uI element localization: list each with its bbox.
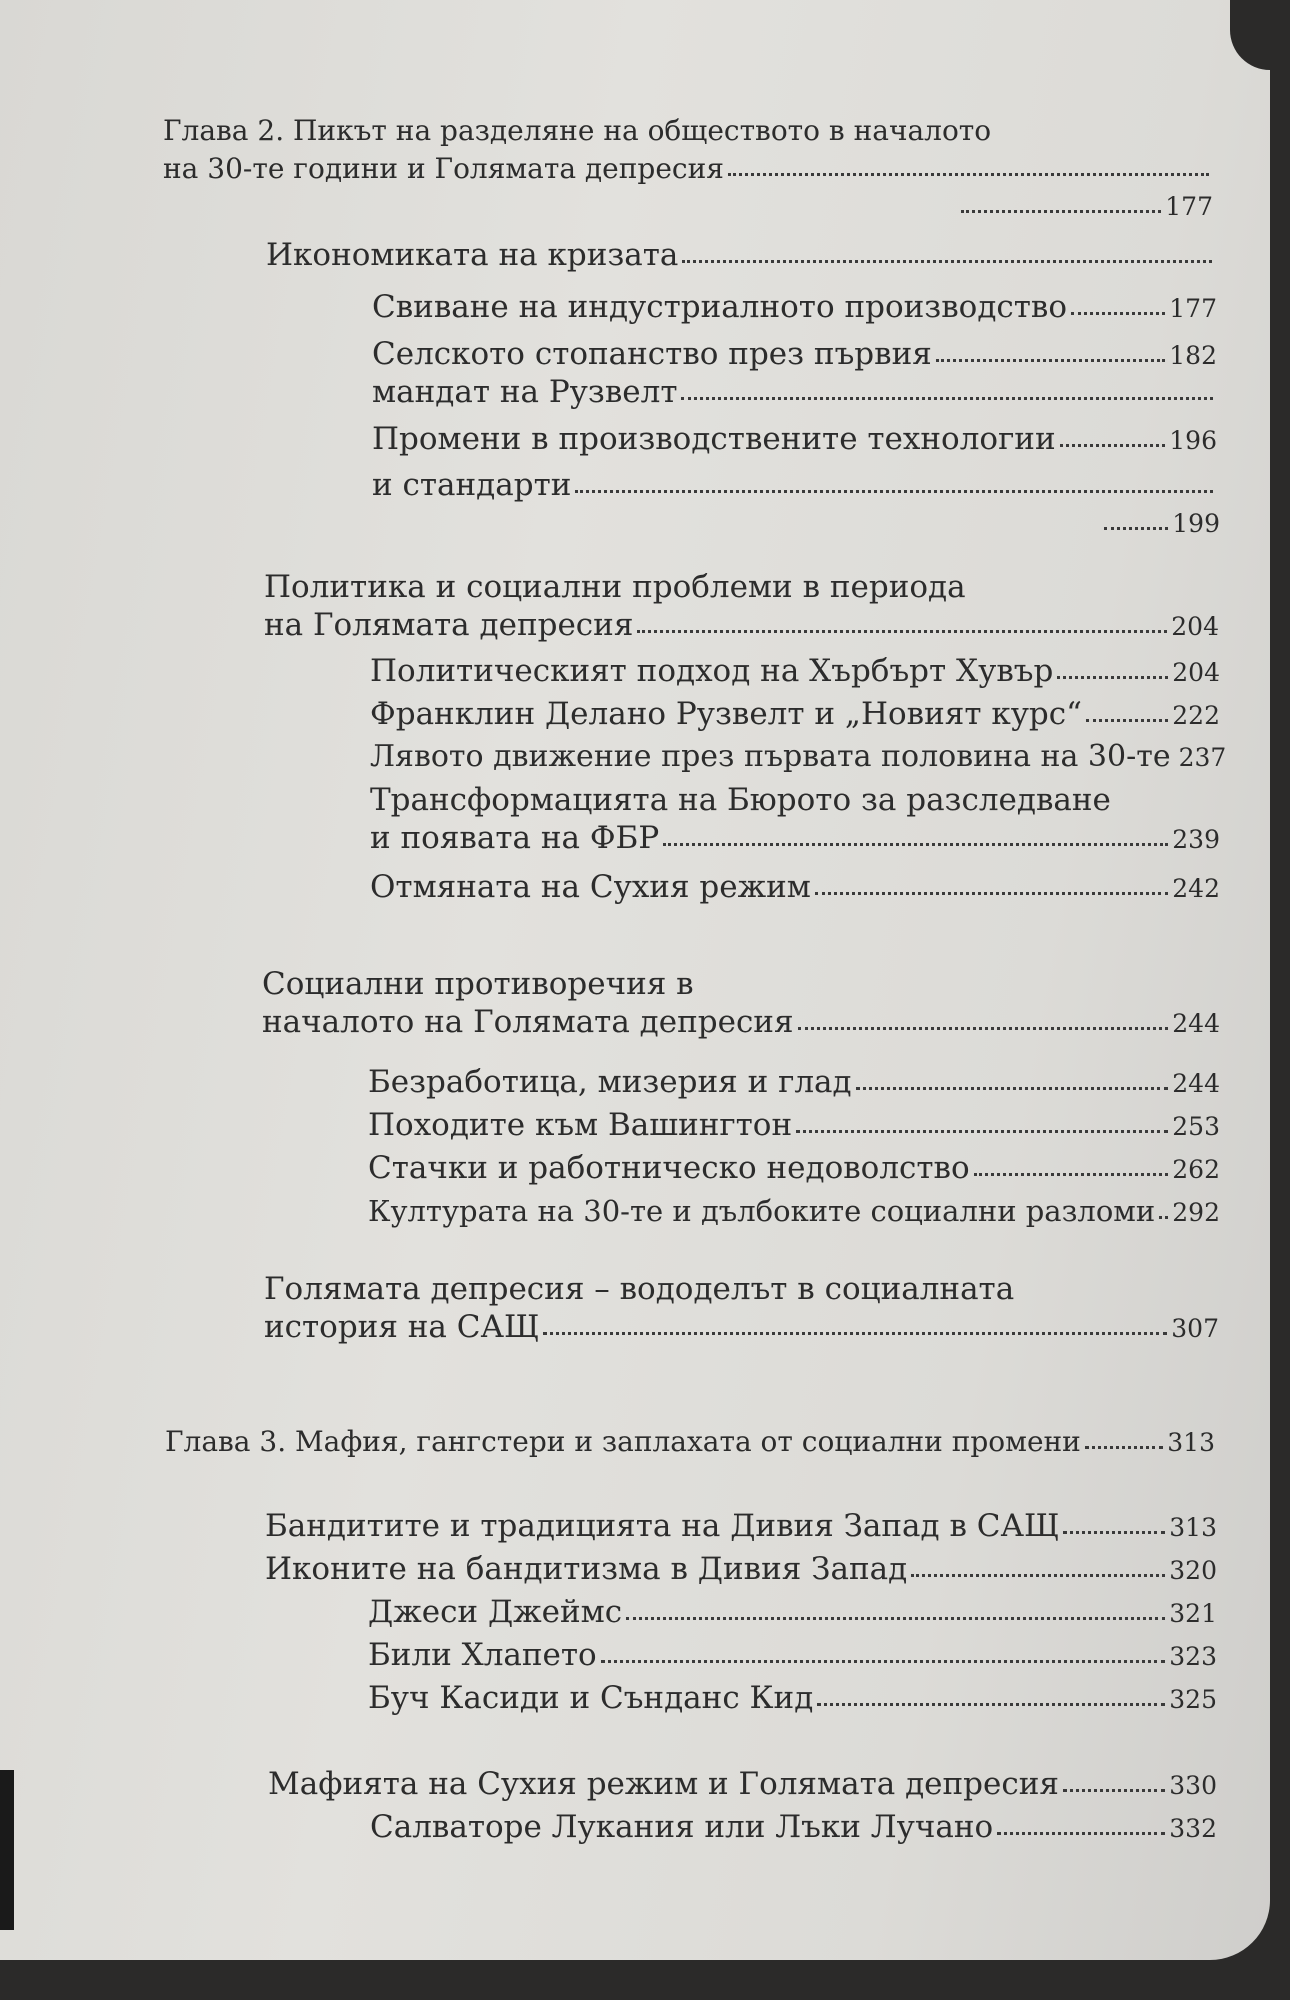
toc-subsection (370, 781, 1220, 859)
leader-dots (681, 397, 1213, 400)
toc-subsection (370, 868, 1220, 908)
toc-subsection (368, 1106, 1220, 1146)
toc-page-number: 320 (1169, 1556, 1217, 1585)
toc-subsection (368, 1192, 1220, 1232)
toc-entry-title: Иконите на бандитизма в Дивия Запад (265, 1551, 908, 1587)
toc-entry-title: Франклин Делано Рузвелт и „Новият курс“ (370, 696, 1082, 732)
toc-page-number: 292 (1172, 1198, 1220, 1227)
toc-entry-title: история на САЩ (264, 1309, 540, 1345)
toc-page-number: 204 (1172, 658, 1220, 687)
leader-dots (543, 1332, 1167, 1335)
leader-dots (1085, 1446, 1163, 1449)
toc-entry-title: Джеси Джеймс (368, 1594, 623, 1630)
leader-dots (1071, 312, 1165, 315)
toc-subsection (370, 738, 1227, 777)
toc-entry-title: и стандарти (372, 467, 572, 503)
toc-entry-title: Стачки и работническо недоволство (368, 1150, 970, 1186)
leader-dots (1063, 1531, 1165, 1534)
toc-page-line (1100, 505, 1220, 543)
toc-entry-title: Селското стопанство през първия (372, 336, 932, 372)
toc-entry-title: Салваторе Лукания или Лъки Лучано (370, 1809, 994, 1845)
toc-entry-title: Политика и социални проблеми в периода (264, 569, 966, 605)
toc-subsection (372, 420, 1217, 460)
toc-section (268, 1765, 1217, 1805)
toc-section (266, 236, 1216, 274)
toc-subsection (370, 1808, 1217, 1848)
leader-dots (575, 490, 1213, 493)
leader-dots (798, 1027, 1169, 1030)
leader-dots (1086, 719, 1168, 722)
leader-dots (911, 1574, 1165, 1577)
toc-page-number: 182 (1169, 341, 1217, 370)
leader-dots (974, 1173, 1169, 1176)
toc-entry-title: Буч Касиди и Сънданс Кид (368, 1680, 814, 1716)
leader-dots (815, 892, 1168, 895)
toc-page-number: 307 (1171, 1314, 1219, 1343)
toc-entry-title: Голямата депресия – вододелът в социалната (264, 1271, 1015, 1307)
toc-page-number: 244 (1172, 1009, 1220, 1038)
leader-dots (936, 359, 1165, 362)
toc-page-number: 177 (1169, 294, 1217, 323)
toc-entry-title: и появата на ФБР (370, 820, 660, 856)
toc-entry-title: Бандитите и традицията на Дивия Запад в САЩ (265, 1508, 1060, 1544)
leader-dots (856, 1087, 1169, 1090)
toc-entry-title: началото на Голямата депресия (262, 1004, 794, 1040)
toc-page-number: 199 (1172, 509, 1220, 538)
toc-entry-title: Политическият подход на Хърбърт Хувър (370, 653, 1054, 689)
toc-page-number: 177 (1165, 192, 1213, 221)
toc-subsection (368, 1149, 1220, 1189)
toc-page-number: 237 (1178, 743, 1227, 772)
leader-dots (1060, 444, 1166, 447)
toc-subsection (368, 1593, 1217, 1633)
toc-entry-title: Културата на 30-те и дълбоките социални разломи (368, 1194, 1156, 1228)
toc-entry-title: Трансформацията на Бюрото за разследване (370, 782, 1111, 818)
toc-section (264, 1270, 1219, 1348)
toc-page-number: 244 (1172, 1069, 1220, 1098)
toc-subsection (372, 335, 1217, 375)
toc-page-number: 313 (1169, 1513, 1217, 1542)
toc-entry-title: Глава 3. Мафия, гангстери и заплахата от социални промени (165, 1425, 1081, 1458)
toc-page-number: 204 (1171, 612, 1219, 641)
toc-subsection (370, 695, 1220, 735)
toc-chapter-2 (163, 112, 1213, 226)
toc-subsection (372, 288, 1217, 328)
toc-page-number: 196 (1169, 426, 1217, 455)
leader-dots (1063, 1789, 1165, 1792)
toc-page-number: 239 (1172, 825, 1220, 854)
leader-dots (997, 1832, 1165, 1835)
toc-entry-title: Глава 2. Пикът на разделяне на обществото в началото (163, 114, 992, 147)
toc-subsection (368, 1063, 1220, 1103)
leader-dots (1057, 676, 1168, 679)
toc-page-number: 323 (1169, 1642, 1217, 1671)
leader-dots (637, 630, 1167, 633)
toc-entry-title: Мафията на Сухия режим и Голямата депресия (268, 1766, 1059, 1802)
toc-entry-title: Отмяната на Сухия режим (370, 869, 811, 905)
leader-dots (817, 1703, 1165, 1706)
toc-section (265, 1550, 1217, 1590)
toc-subsection (372, 466, 1217, 504)
toc-section (264, 568, 1219, 646)
leader-dots (626, 1617, 1165, 1620)
toc-entry-title: Социални противоречия в (262, 966, 694, 1002)
leader-dots (601, 1660, 1166, 1663)
toc-page-number: 242 (1172, 874, 1220, 903)
toc-subsection (368, 1679, 1217, 1719)
toc-entry-title: мандат на Рузвелт (372, 374, 678, 410)
toc-section (265, 1507, 1217, 1547)
leader-dots (663, 843, 1168, 846)
toc-entry-title: на 30-те години и Голямата депресия (163, 152, 724, 185)
toc-entry-title: на Голямата депресия (264, 607, 634, 643)
toc-page-number: 321 (1169, 1599, 1217, 1628)
toc-page-number: 313 (1167, 1428, 1215, 1457)
toc-subsection (368, 1636, 1217, 1676)
toc-page-number: 330 (1169, 1771, 1217, 1800)
toc-entry-title: Лявото движение през първата половина на 30-те (370, 739, 1171, 774)
toc-subsection (370, 652, 1220, 692)
toc-subsection (372, 373, 1217, 411)
toc-page-number: 332 (1169, 1814, 1217, 1843)
toc-page-number: 222 (1172, 701, 1220, 730)
leader-dots (682, 260, 1212, 263)
toc-chapter-3 (165, 1423, 1215, 1462)
toc-entry-title: Свиване на индустриалното производство (372, 289, 1068, 325)
toc-section (262, 965, 1220, 1043)
leader-dots (1104, 527, 1168, 530)
leader-dots (961, 210, 1161, 213)
toc-page-number: 262 (1172, 1155, 1220, 1184)
leader-dots (796, 1130, 1168, 1133)
leader-dots (1159, 1216, 1168, 1219)
toc-page-number: 325 (1169, 1685, 1217, 1714)
toc-entry-title: Безработица, мизерия и глад (368, 1064, 852, 1100)
toc-page-number: 253 (1172, 1112, 1220, 1141)
toc-entry-title: Били Хлапето (368, 1637, 597, 1673)
toc-entry-title: Промени в производствените технологии (372, 421, 1056, 457)
toc-entry-title: Походите към Вашингтон (368, 1107, 793, 1143)
leader-dots (728, 173, 1209, 176)
toc-entry-title: Икономиката на кризата (266, 237, 679, 273)
